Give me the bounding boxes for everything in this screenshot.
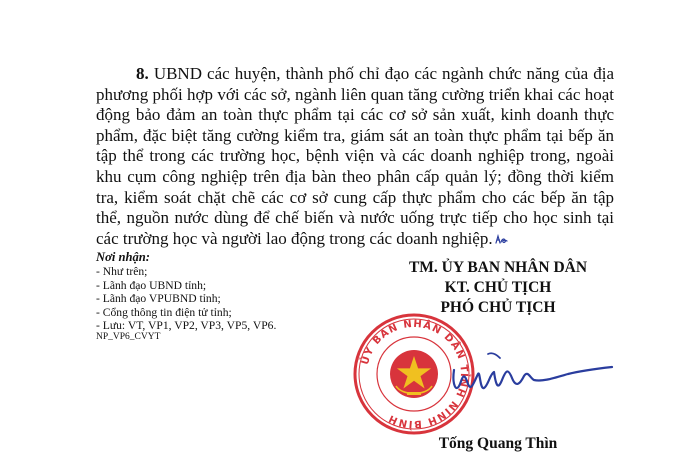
signature-block: [380, 258, 616, 318]
document-code: NP_VP6_CVYT: [96, 332, 161, 343]
paragraph-number: 8.: [136, 64, 149, 83]
signature-title-1: TM. ỦY BAN NHÂN DÂN: [408, 259, 588, 276]
paragraph-text: UBND các huyện, thành phố chỉ đạo các ngành chức năng của địa phương phối hợp với các sở, ngành liên quan tăng cường triển khai các hoạt động bảo đảm an toàn thực phẩm tại các cơ sở sản xuất, kinh doanh thực phẩm, đặc biệt tăng cường kiểm tra, giám sát an toàn thực phẩm tại bếp ăn tập thể trong các trường học, bệnh viện và các doanh nghiệp trong, ngoài khu cụm công nghiệp trên địa bàn theo phân cấp quản lý; đồng thời kiểm tra, kiểm soát chặt chẽ các cơ sở cung cấp thực phẩm cho các bếp ăn tập thể, nguồn nước dùng để chế biến và nước uống trực tiếp cho học sinh tại các trường học và người lao động trong các doanh nghiệp.: [96, 64, 615, 248]
recipients-heading: Nơi nhận:: [96, 250, 151, 264]
recipient-item: - Lãnh đạo VPUBND tỉnh;: [96, 292, 221, 306]
recipient-item: - Lưu: VT, VP1, VP2, VP3, VP5, VP6.: [96, 319, 277, 333]
seal-text: ỦY BAN NHÂN DÂN TỈNH NINH BÌNH: [359, 318, 470, 430]
recipient-item: - Cổng thông tin điện tử tỉnh;: [96, 305, 232, 319]
recipients-list: [96, 265, 336, 332]
recipient-item: - Lãnh đạo UBND tỉnh;: [96, 278, 207, 292]
recipients-block: [96, 251, 336, 343]
handwritten-signature: [430, 340, 620, 410]
recipient-item: - Như trên;: [96, 265, 148, 279]
initials-mark: [494, 233, 508, 245]
signer-name: Tống Quang Thìn: [438, 435, 558, 452]
signature-title-3: PHÓ CHỦ TỊCH: [440, 299, 556, 316]
signature-title-2: KT. CHỦ TỊCH: [444, 279, 552, 296]
body-paragraph: [96, 64, 614, 249]
